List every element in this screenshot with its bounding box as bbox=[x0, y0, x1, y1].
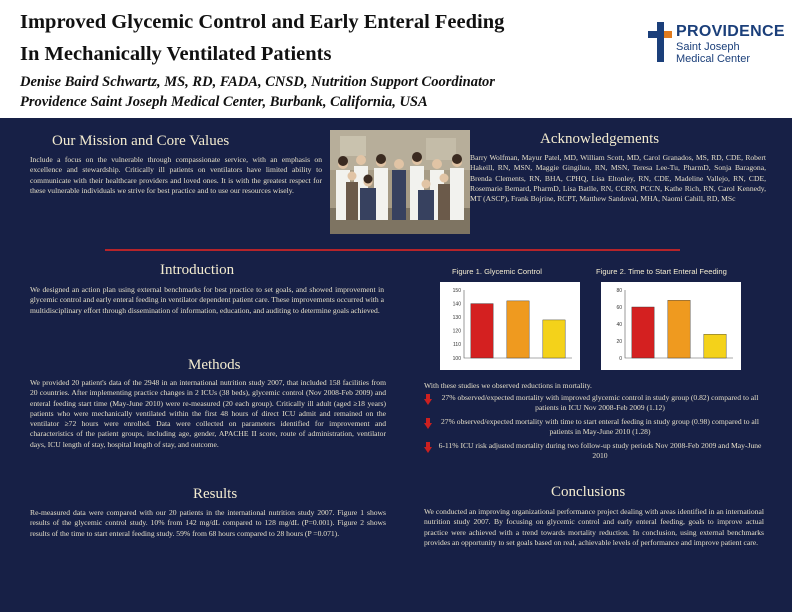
acknowledgements-text: Barry Wolfman, Mayur Patel, MD, William Scott, MD, Carol Granados, MS, RD, CDE, Robert Hakeill, RN, MSN, Maggie Gingiluo, RN, MSN, Teresa Lee-Tu, PharmD, Sonja Baragona, Brenda Clements, RN, BHA, CPHQ, Lisa Eltonley, RN, CDE, Madeline Vallejo, RN, CDE, Rosemarie Bernard, PharmD, Lisa Batlle, RN, CCRN, PCCN, Kathe Rich, RN, Carol Kennedy, MT (ASCP), Frank Bojrine, RCPT, Matthew Sandoval, MHA, Naomi Cahill, RD, MSc bbox=[470, 153, 766, 204]
down-arrow-icon bbox=[424, 442, 432, 453]
poster-title-line-2: In Mechanically Ventilated Patients bbox=[20, 43, 332, 65]
author-line: Denise Baird Schwartz, MS, RD, FADA, CNSD, Nutrition Support Coordinator bbox=[20, 74, 495, 90]
acknowledgements-title: Acknowledgements bbox=[540, 131, 660, 147]
chart-bar bbox=[632, 307, 654, 358]
logo-name: PROVIDENCE bbox=[676, 23, 785, 40]
observation-item bbox=[424, 417, 764, 439]
poster-title-line-1: Improved Glycemic Control and Early Enteral Feeding bbox=[20, 11, 505, 33]
observation-item bbox=[424, 393, 764, 415]
affiliation-line: Providence Saint Joseph Medical Center, Burbank, California, USA bbox=[20, 94, 428, 110]
y-tick-label: 40 bbox=[616, 321, 622, 328]
observation-text: 27% observed/expected mortality with improved glycemic control in study group (0.82) compared to all patients in ICU Nov 2008-Feb 2009 (1.12) bbox=[441, 393, 759, 413]
staff-group-photo bbox=[330, 130, 470, 234]
methods-title: Methods bbox=[188, 357, 241, 373]
y-tick-label: 140 bbox=[452, 301, 461, 308]
figure-1-label: Figure 1. Glycemic Control bbox=[452, 267, 542, 276]
glycemic-control-chart-svg bbox=[440, 282, 580, 370]
y-tick-label: 110 bbox=[453, 342, 461, 349]
y-tick-label: 0 bbox=[619, 355, 622, 362]
observation-item bbox=[424, 441, 764, 463]
mission-text: Include a focus on the vulnerable through compassionate service, with an emphasis on excellence and stewardship. Critically ill patients on ventilators have limited ability to communicate with their healthcare providers and loved ones. It is with the greatest respect for these vulnerable individuals we strive for best practice and to use our resources wisely. bbox=[30, 155, 322, 195]
down-arrow-icon bbox=[424, 394, 432, 405]
figure-2-label: Figure 2. Time to Start Enteral Feeding bbox=[596, 267, 727, 276]
y-tick-label: 150 bbox=[452, 287, 461, 294]
conclusions-title: Conclusions bbox=[551, 484, 626, 500]
section-divider bbox=[105, 249, 680, 251]
introduction-text: We designed an action plan using external benchmarks for best practice to set goals, and showed improvement in glycemic control and early enteral feeding in ventilator dependent patient care. These improvements occurred with a multidisciplinary effort through dissemination of information, education, and auditing to determine goals achieved. bbox=[30, 285, 384, 315]
providence-logo bbox=[646, 14, 786, 66]
chart-bar bbox=[668, 300, 690, 358]
introduction-title: Introduction bbox=[160, 262, 235, 278]
chart-bar bbox=[704, 334, 726, 358]
results-text: Re-measured data were compared with our 20 patients in the international nutrition study 2007. Figure 1 shows results of the glycemic control study. 10% from 142 mg/dL compared to 128 mg/dL (P=0.001). Figure 2 shows results of the time to start enteral feeding study. 59% from 68 hours compared to 28 hours (P =0.071). bbox=[30, 508, 386, 538]
mission-title: Our Mission and Core Values bbox=[52, 133, 230, 149]
cross-icon bbox=[648, 22, 672, 62]
y-tick-label: 20 bbox=[616, 338, 622, 345]
chart-bar bbox=[507, 301, 529, 358]
y-tick-label: 100 bbox=[452, 355, 461, 362]
logo-subtitle-2: Medical Center bbox=[676, 53, 750, 65]
conclusions-text: We conducted an improving organizational performance project dealing with areas identified in an international nutrition study 2007. By focusing on glycemic control and early enteral feeding, goals to improve actual practice were achieved with a trend towards mortality reduction. In conclusion, using external benchmarks provides an opportunity to set goals based on real, achievable levels of performance and improve patient care. bbox=[424, 507, 764, 547]
enteral-feeding-chart bbox=[601, 282, 741, 370]
methods-text: We provided 20 patient's data of the 2948 in an international nutrition study 2007, that included 158 facilities from 20 countries. After implementing practice changes in 2 ICUs (38 beds), glycemic control (Nov 2008-Feb 2009) and enteral feeding start time (May-June 2010) were re-measured (20 each group). Critically ill adult (aged ≥18 years) patients who were mechanically ventilated within the first 48 hours of direct ICU admit and remained on the ventilator ≥72 hours were enrolled. Data were collected on parameters identified for improvement and characteristics of the patient groups, including age, gender, APACHE II score, route of administration, ventilator days, ICU length of stay, hospital length of stay, and outcome. bbox=[30, 378, 386, 449]
logo-subtitle-1: Saint Joseph bbox=[676, 41, 740, 53]
poster-header bbox=[0, 0, 792, 118]
down-arrow-icon bbox=[424, 418, 432, 429]
chart-bar bbox=[471, 304, 493, 358]
chart-bar bbox=[543, 320, 565, 358]
observation-text: 6-11% ICU risk adjusted mortality during two follow-up study periods Nov 2008-Feb 2009 and May-June 2010 bbox=[438, 441, 762, 461]
y-tick-label: 130 bbox=[452, 315, 461, 321]
results-title: Results bbox=[193, 486, 238, 502]
observation-text: 27% observed/expected mortality with time to start enteral feeding in study group (0.98) compared to all patients in May-June 2010 (1.28) bbox=[440, 417, 759, 437]
enteral-feeding-chart-svg bbox=[601, 282, 741, 370]
glycemic-control-chart bbox=[440, 282, 580, 370]
y-tick-label: 80 bbox=[616, 287, 622, 294]
observations-intro: With these studies we observed reductions in mortality. bbox=[424, 381, 592, 390]
y-tick-label: 60 bbox=[616, 304, 622, 311]
y-tick-label: 120 bbox=[452, 328, 461, 335]
